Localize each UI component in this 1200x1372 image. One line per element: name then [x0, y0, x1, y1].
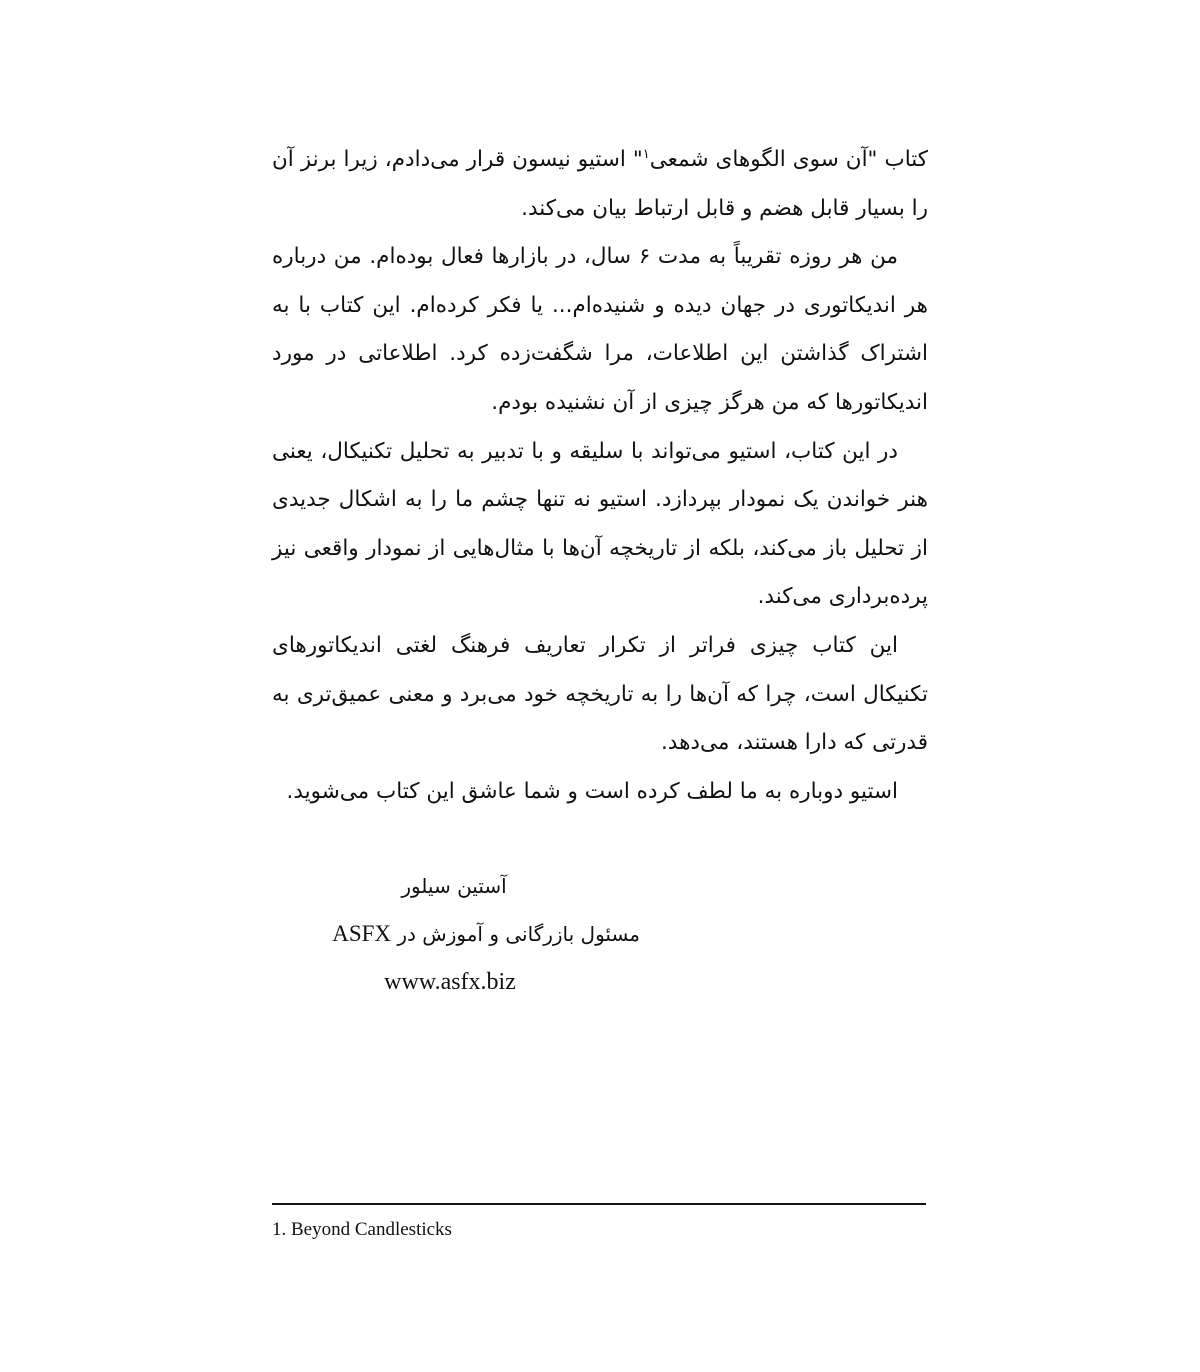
- paragraph-4: این کتاب چیزی فراتر از تکرار تعاریف فرهنگ لغتی اندیکاتورهای تکنیکال است، چرا که آن‌ها را به تاریخچه خود می‌برد و معنی عمیق‌تری به قدرتی که دارا هستند، می‌دهد.: [272, 632, 928, 756]
- paragraph-2: من هر روزه تقریباً به مدت ۶ سال، در بازارها فعال بوده‌ام. من درباره هر اندیکاتوری در جهان دیده و شنیده‌ام... یا فکر کرده‌ام. این کتاب با به اشتراک گذاشتن این اطلاعات، مرا شگفت‌زده کرد. اطلاعاتی در مورد اندیکاتورها که من هرگز چیزی از آن نشنیده بودم.: [272, 244, 928, 415]
- body-text: [272, 136, 928, 816]
- footnote-reference: ۱: [642, 146, 650, 162]
- paragraph-1-start: کتاب "آن سوی الگوهای شمعی: [649, 147, 928, 172]
- paragraph-5: استیو دوباره به ما لطف کرده است و شما عاشق این کتاب می‌شوید.: [286, 778, 898, 804]
- footnote-divider: [272, 1203, 926, 1205]
- paragraph-1-end: " استیو نیسون قرار می‌دادم، زیرا برنز آن را بسیار قابل هضم و قابل ارتباط بیان می‌کند.: [272, 147, 928, 221]
- signature-role: [260, 910, 640, 958]
- paragraph-1: [272, 136, 928, 233]
- paragraph-3: در این کتاب، استیو می‌تواند با سلیقه و با تدبیر به تحلیل تکنیکال، یعنی هنر خواندن یک نمودار بپردازد. استیو نه تنها چشم ما را به اشکال جدیدی از تحلیل باز می‌کند، بلکه از تاریخچه آن‌ها با مثال‌هایی از نمودار واقعی نیز پرده‌برداری می‌کند.: [272, 438, 928, 610]
- signature-block: [260, 862, 640, 1006]
- signature-name: آستین سیلور: [401, 874, 507, 898]
- signature-website: www.asfx.biz: [384, 969, 516, 995]
- signature-role-org: ASFX: [332, 921, 392, 946]
- signature-role-prefix: مسئول بازرگانی و آموزش در: [391, 922, 640, 946]
- footnote: 1. Beyond Candlesticks: [272, 1219, 452, 1240]
